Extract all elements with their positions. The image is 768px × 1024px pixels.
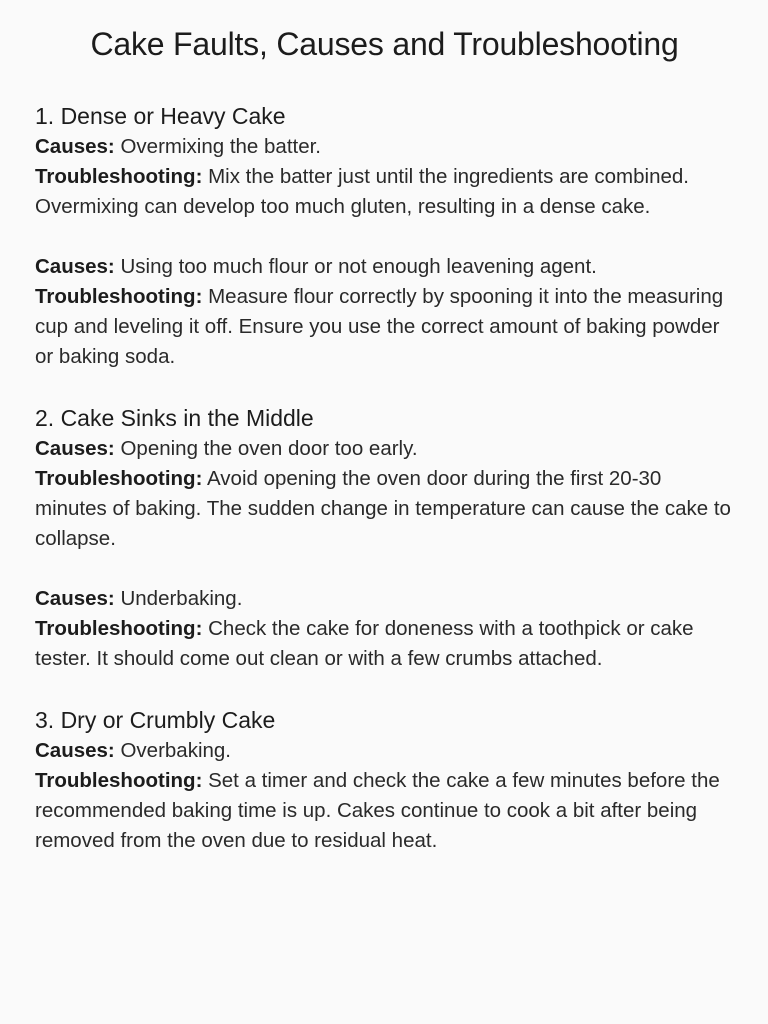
causes-line xyxy=(35,434,734,464)
troubleshooting-text: Measure flour correctly by spooning it into the measuring cup and leveling it off. Ensure you use the correct amount of baking powder or baking soda. xyxy=(35,285,724,368)
troubleshooting-text: Check the cake for doneness with a toothpick or cake tester. It should come out clean or with a few crumbs attached. xyxy=(35,617,694,670)
fault-entry xyxy=(35,736,734,856)
causes-line xyxy=(35,252,734,282)
causes-text: Overmixing the batter. xyxy=(120,135,322,158)
fault-entry xyxy=(35,584,734,674)
section-dense-heavy-cake xyxy=(35,100,734,372)
troubleshooting-label: Troubleshooting: xyxy=(35,617,203,640)
troubleshooting-label: Troubleshooting: xyxy=(35,285,203,308)
section-heading: 3. Dry or Crumbly Cake xyxy=(35,707,276,733)
troubleshooting-text: Avoid opening the oven door during the first 20-30 minutes of baking. The sudden change in temperature can cause the cake to collapse. xyxy=(35,467,731,550)
troubleshooting-text: Set a timer and check the cake a few minutes before the recommended baking time is up. Cakes continue to cook a bit after being removed from the oven due to residual heat. xyxy=(35,769,720,852)
causes-label: Causes: xyxy=(35,255,115,278)
section-dry-crumbly-cake xyxy=(35,704,734,856)
troubleshooting-line xyxy=(35,614,734,674)
troubleshooting-text: Mix the batter just until the ingredients are combined. Overmixing can develop too much gluten, resulting in a dense cake. xyxy=(35,165,689,218)
causes-label: Causes: xyxy=(35,587,115,610)
fault-entry xyxy=(35,434,734,554)
troubleshooting-line xyxy=(35,766,734,856)
section-heading: 2. Cake Sinks in the Middle xyxy=(35,405,314,431)
causes-text: Underbaking. xyxy=(120,587,243,610)
troubleshooting-label: Troubleshooting: xyxy=(35,769,203,792)
troubleshooting-line xyxy=(35,464,734,554)
page-title: Cake Faults, Causes and Troubleshooting xyxy=(90,26,679,62)
causes-text: Overbaking. xyxy=(120,739,231,762)
troubleshooting-line xyxy=(35,162,734,222)
causes-label: Causes: xyxy=(35,135,115,158)
section-heading: 1. Dense or Heavy Cake xyxy=(35,103,286,129)
causes-label: Causes: xyxy=(35,437,115,460)
causes-line xyxy=(35,584,734,614)
troubleshooting-line xyxy=(35,282,734,372)
causes-line xyxy=(35,736,734,766)
fault-entry xyxy=(35,252,734,372)
troubleshooting-label: Troubleshooting: xyxy=(35,467,203,490)
fault-entry xyxy=(35,132,734,222)
section-cake-sinks xyxy=(35,402,734,674)
troubleshooting-label: Troubleshooting: xyxy=(35,165,203,188)
causes-line xyxy=(35,132,734,162)
causes-text: Using too much flour or not enough leavening agent. xyxy=(120,255,597,278)
causes-text: Opening the oven door too early. xyxy=(120,437,418,460)
causes-label: Causes: xyxy=(35,739,115,762)
